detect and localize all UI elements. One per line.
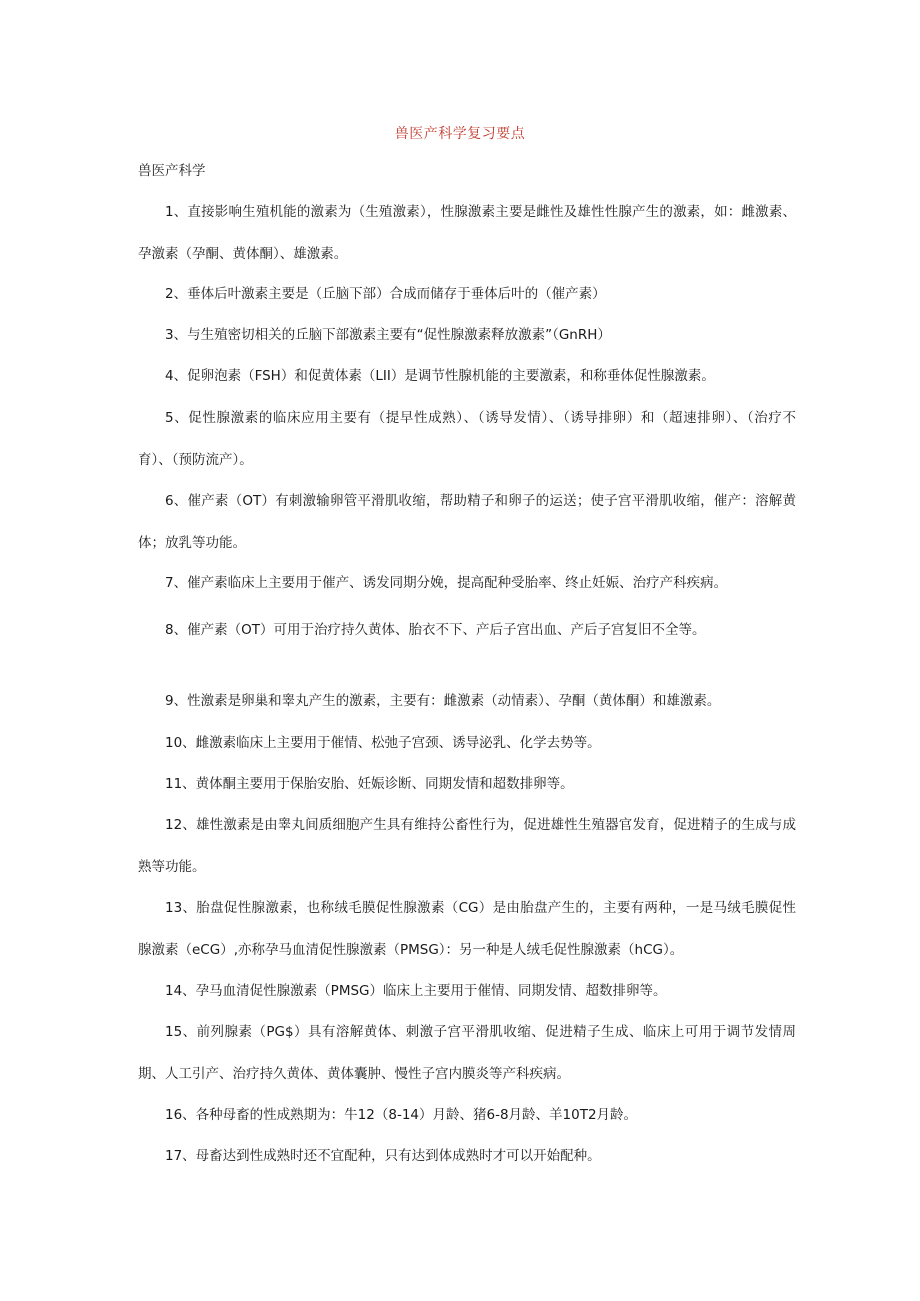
paragraph-1: 1、直接影响生殖机能的激素为（生殖激素），性腺激素主要是雌性及雄性性腺产生的激素，如：雌激素、孕激素（孕酮、黄体酮）、雄激素。: [138, 204, 796, 262]
paragraph-17: 17、母畜达到性成熟时还不宜配种，只有达到体成熟时才可以开始配种。: [165, 1148, 601, 1164]
paragraph-2: 2、垂体后叶激素主要是（丘脑下部）合成而储存于垂体后叶的（催产素）: [165, 286, 606, 302]
paragraph-13: 13、胎盘促性腺激素，也称绒毛膜促性腺激素（CG）是由胎盘产生的，主要有两种，一是马绒毛膜促性腺激素（eCG）,亦称孕马血清促性腺激素（PMSG）：另一种是人绒毛促性腺激素（hCG）。: [138, 900, 796, 958]
paragraph-16: 16、各种母畜的性成熟期为：牛12（8-14）月龄、猪6-8月龄、羊10T2月龄。: [165, 1107, 638, 1123]
paragraph-9: 9、性激素是卵巢和睾丸产生的激素，主要有：雌激素（动情素）、孕酮（黄体酮）和雄激素。: [165, 693, 721, 709]
paragraph-3: 3、与生殖密切相关的丘脑下部激素主要有“促性腺激素释放激素”（GnRH）: [165, 327, 611, 343]
paragraph-15: 15、前列腺素（PG$）具有溶解黄体、刺激子宫平滑肌收缩、促进精子生成、临床上可用于调节发情周期、人工引产、治疗持久黄体、黄体囊肿、慢性子宫内膜炎等产科疾病。: [138, 1024, 796, 1082]
paragraph-6: 6、催产素（OT）有刺激输卵管平滑肌收缩，帮助精子和卵子的运送；使子宫平滑肌收缩，催产：溶解黄体；放乳等功能。: [138, 493, 796, 551]
paragraph-7: 7、催产素临床上主要用于催产、诱发同期分娩，提高配种受胎率、终止妊娠、治疗产科疾病。: [165, 575, 728, 591]
paragraph-10: 10、雌激素临床上主要用于催情、松弛子宫颈、诱导泌乳、化学去势等。: [165, 735, 601, 751]
document-title: 兽医产科学复习要点: [394, 126, 526, 142]
paragraph-14: 14、孕马血清促性腺激素（PMSG）临床上主要用于催情、同期发情、超数排卵等。: [165, 983, 667, 999]
document-subtitle: 兽医产科学: [138, 163, 206, 179]
paragraph-5: 5、促性腺激素的临床应用主要有（提早性成熟）、（诱导发情）、（诱导排卵）和（超速排卵）、（治疗不育）、（预防流产）。: [138, 410, 796, 468]
paragraph-12: 12、雄性激素是由睾丸间质细胞产生具有维持公畜性行为，促进雄性生殖器官发育，促进精子的生成与成熟等功能。: [138, 817, 796, 875]
paragraph-8: 8、催产素（OT）可用于治疗持久黄体、胎衣不下、产后子宫出血、产后子宫复旧不全等。: [165, 622, 706, 638]
paragraph-4: 4、促卵泡素（FSH）和促黄体素（LII）是调节性腺机能的主要激素，和称垂体促性腺激素。: [165, 368, 715, 384]
paragraph-11: 11、黄体酮主要用于保胎安胎、妊娠诊断、同期发情和超数排卵等。: [165, 776, 574, 792]
